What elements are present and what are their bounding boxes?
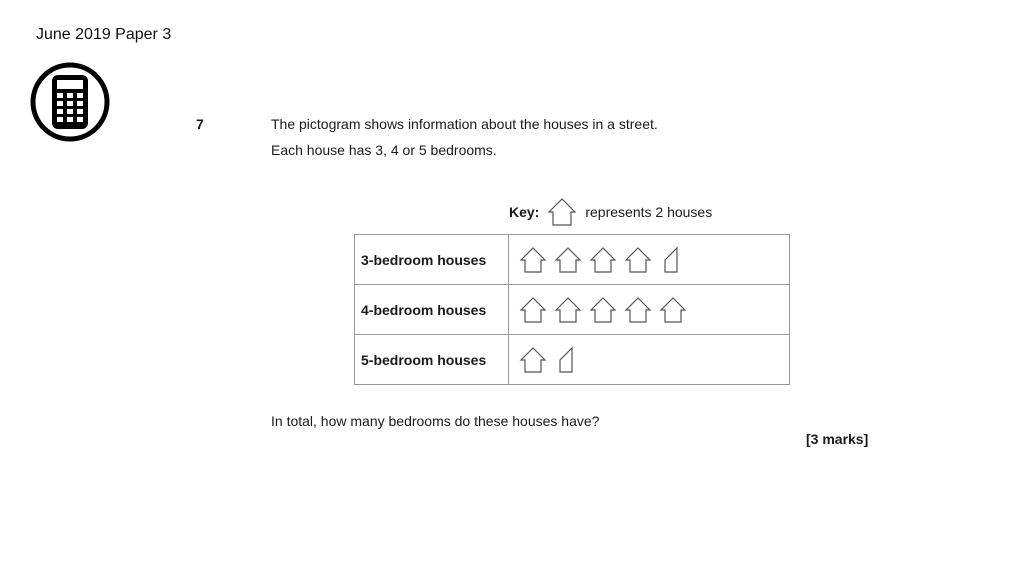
question-text-line-1: The pictogram shows information about the houses in a street. — [271, 116, 658, 132]
house-icon — [519, 346, 547, 374]
question-text-line-2: Each house has 3, 4 or 5 bedrooms. — [271, 142, 497, 158]
marks-label: [3 marks] — [806, 431, 869, 447]
key-text: represents 2 houses — [585, 204, 713, 220]
house-icon — [519, 246, 547, 274]
house-icon — [554, 296, 582, 324]
house-icon — [519, 296, 547, 324]
house-icon — [659, 296, 687, 324]
question-number: 7 — [196, 116, 204, 132]
row-symbols — [509, 285, 790, 335]
row-label: 5-bedroom houses — [355, 335, 509, 385]
pictogram-row — [355, 335, 790, 385]
pictogram-key — [509, 196, 712, 228]
house-icon — [589, 296, 617, 324]
calculator-icon — [30, 62, 110, 142]
pictogram-row — [355, 235, 790, 285]
row-symbols — [509, 235, 790, 285]
slide-title: June 2019 Paper 3 — [36, 26, 172, 43]
row-label: 3-bedroom houses — [355, 235, 509, 285]
question-prompt: In total, how many bedrooms do these houses have? — [271, 413, 600, 429]
row-symbols — [509, 335, 790, 385]
house-icon — [624, 296, 652, 324]
pictogram-table — [354, 234, 790, 385]
house-icon — [554, 246, 582, 274]
house-icon — [624, 246, 652, 274]
house-icon — [547, 197, 577, 227]
row-label: 4-bedroom houses — [355, 285, 509, 335]
half-house-icon — [659, 246, 687, 274]
house-icon — [589, 246, 617, 274]
key-label: Key: — [509, 204, 540, 220]
pictogram-row — [355, 285, 790, 335]
half-house-icon — [554, 346, 582, 374]
